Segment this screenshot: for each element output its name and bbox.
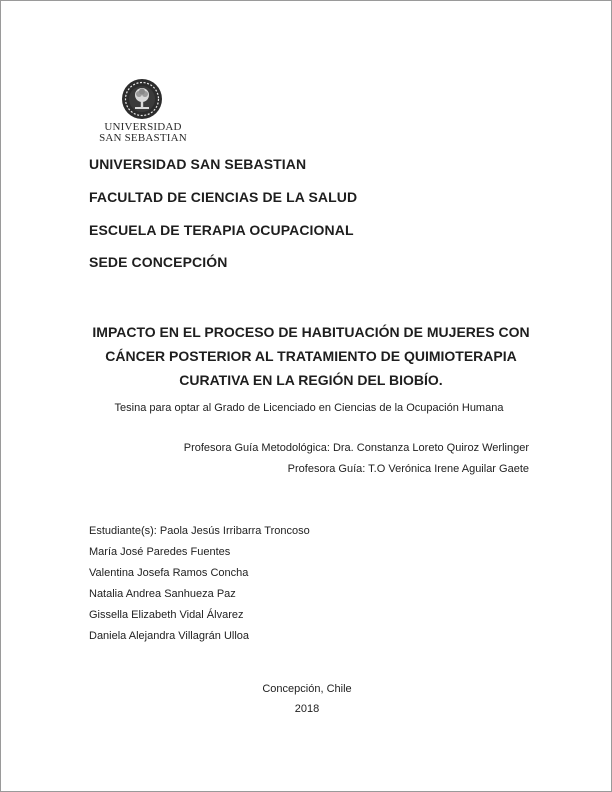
faculty-name: FACULTAD DE CIENCIAS DE LA SALUD [89, 189, 358, 205]
student-name: Valentina Josefa Ramos Concha [89, 567, 249, 579]
school-name: ESCUELA DE TERAPIA OCUPACIONAL [89, 222, 354, 238]
year-text: 2018 [294, 703, 320, 715]
student-name: Natalia Andrea Sanhueza Paz [89, 588, 236, 600]
student-name: Gissella Elizabeth Vidal Álvarez [89, 609, 244, 621]
student-name: María José Paredes Fuentes [89, 546, 231, 558]
university-name: UNIVERSIDAD SAN SEBASTIAN [89, 156, 307, 172]
methodology-advisor: Profesora Guía Metodológica: Dra. Constanza Loreto Quiroz Werlinger [183, 442, 529, 454]
university-seal-icon [119, 77, 165, 121]
logo-text-line1: UNIVERSIDAD [104, 121, 182, 133]
student-name: Estudiante(s): Paola Jesús Irribarra Troncoso [89, 525, 310, 537]
place-text: Concepción, Chile [262, 683, 352, 695]
thesis-title-line2: CÁNCER POSTERIOR AL TRATAMIENTO DE QUIMIOTERAPIA [105, 348, 517, 364]
student-name: Daniela Alejandra Villagrán Ulloa [89, 630, 250, 642]
logo-text-line2: SAN SEBASTIAN [99, 132, 187, 144]
thesis-subtitle: Tesina para optar al Grado de Licenciado en Ciencias de la Ocupación Humana [114, 402, 504, 414]
university-logo [93, 77, 193, 147]
thesis-title-line1: IMPACTO EN EL PROCESO DE HABITUACIÓN DE MUJERES CON [92, 324, 530, 340]
campus-name: SEDE CONCEPCIÓN [89, 254, 228, 270]
thesis-title-line3: CURATIVA EN LA REGIÓN DEL BIOBÍO. [179, 372, 443, 388]
thesis-advisor: Profesora Guía: T.O Verónica Irene Aguilar Gaete [287, 463, 529, 475]
